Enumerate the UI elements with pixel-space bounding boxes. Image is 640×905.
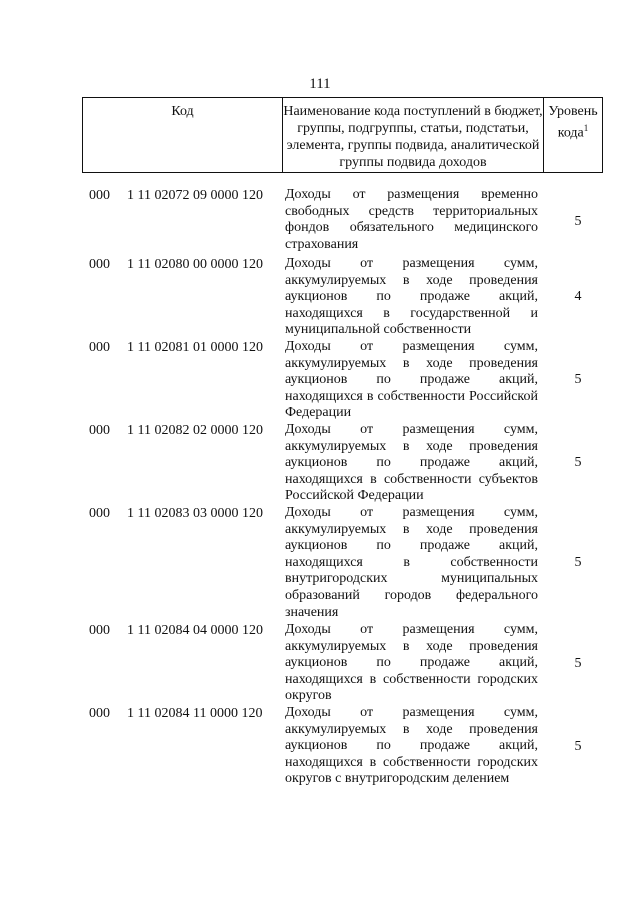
header-name: Наименование кода поступлений в бюджет, группы, подгруппы, статьи, подстатьи, элемента, группы подвида, аналитической группы подвида доходов bbox=[282, 98, 543, 172]
admin-code: 000 bbox=[89, 506, 110, 521]
admin-code: 000 bbox=[89, 623, 110, 638]
admin-code: 000 bbox=[89, 340, 110, 355]
income-code: 1 11 02080 00 0000 120 bbox=[127, 257, 263, 272]
header-level-label: Уровень код bbox=[548, 104, 598, 141]
income-name: Доходы от размещения временно свободных средств территориальных фондов обязательного медицинского страхования bbox=[285, 187, 538, 252]
income-code: 1 11 02084 11 0000 120 bbox=[127, 706, 263, 721]
level-value: 5 bbox=[574, 455, 582, 470]
level-value: 5 bbox=[574, 214, 582, 229]
admin-code: 000 bbox=[89, 188, 110, 203]
admin-code: 000 bbox=[89, 423, 110, 438]
level-value: 4 bbox=[574, 289, 582, 304]
income-name: Доходы от размещения сумм, аккумулируемых в ходе проведения аукционов по продаже акций, находящихся в собственности городских округов bbox=[285, 622, 538, 704]
income-code: 1 11 02084 04 0000 120 bbox=[127, 623, 263, 638]
header-code: Код bbox=[82, 98, 282, 172]
income-name: Доходы от размещения сумм, аккумулируемых в ходе проведения аукционов по продаже акций, находящихся в собственности городских округов с внутригородским делением bbox=[285, 705, 538, 787]
income-code: 1 11 02081 01 0000 120 bbox=[127, 340, 263, 355]
income-code: 1 11 02082 02 0000 120 bbox=[127, 423, 263, 438]
footnote-mark: 1 bbox=[583, 123, 589, 133]
income-code: 1 11 02072 09 0000 120 bbox=[127, 188, 263, 203]
income-name: Доходы от размещения сумм, аккумулируемых в ходе проведения аукционов по продаже акций, находящихся в собственности субъектов Российской Федерации bbox=[285, 422, 538, 504]
level-value: 5 bbox=[574, 656, 582, 671]
level-value: 5 bbox=[574, 372, 582, 387]
income-name: Доходы от размещения сумм, аккумулируемых в ходе проведения аукционов по продаже акций, находящихся в собственности внутригородских муниципальных образований городов федерального значения bbox=[285, 505, 538, 620]
header-level bbox=[543, 98, 603, 172]
level-value: 5 bbox=[574, 739, 582, 754]
level-value: 5 bbox=[574, 555, 582, 570]
header-level-suffix: а bbox=[577, 125, 584, 141]
admin-code: 000 bbox=[89, 706, 110, 721]
admin-code: 000 bbox=[89, 257, 110, 272]
table-header bbox=[82, 97, 603, 173]
income-name: Доходы от размещения сумм, аккумулируемых в ходе проведения аукционов по продаже акций, находящихся в собственности Российской Федерации bbox=[285, 339, 538, 421]
page-number: 111 bbox=[309, 76, 331, 92]
income-name: Доходы от размещения сумм, аккумулируемых в ходе проведения аукционов по продаже акций, находящихся в государственной и муниципальной собственности bbox=[285, 256, 538, 338]
income-code: 1 11 02083 03 0000 120 bbox=[127, 506, 263, 521]
